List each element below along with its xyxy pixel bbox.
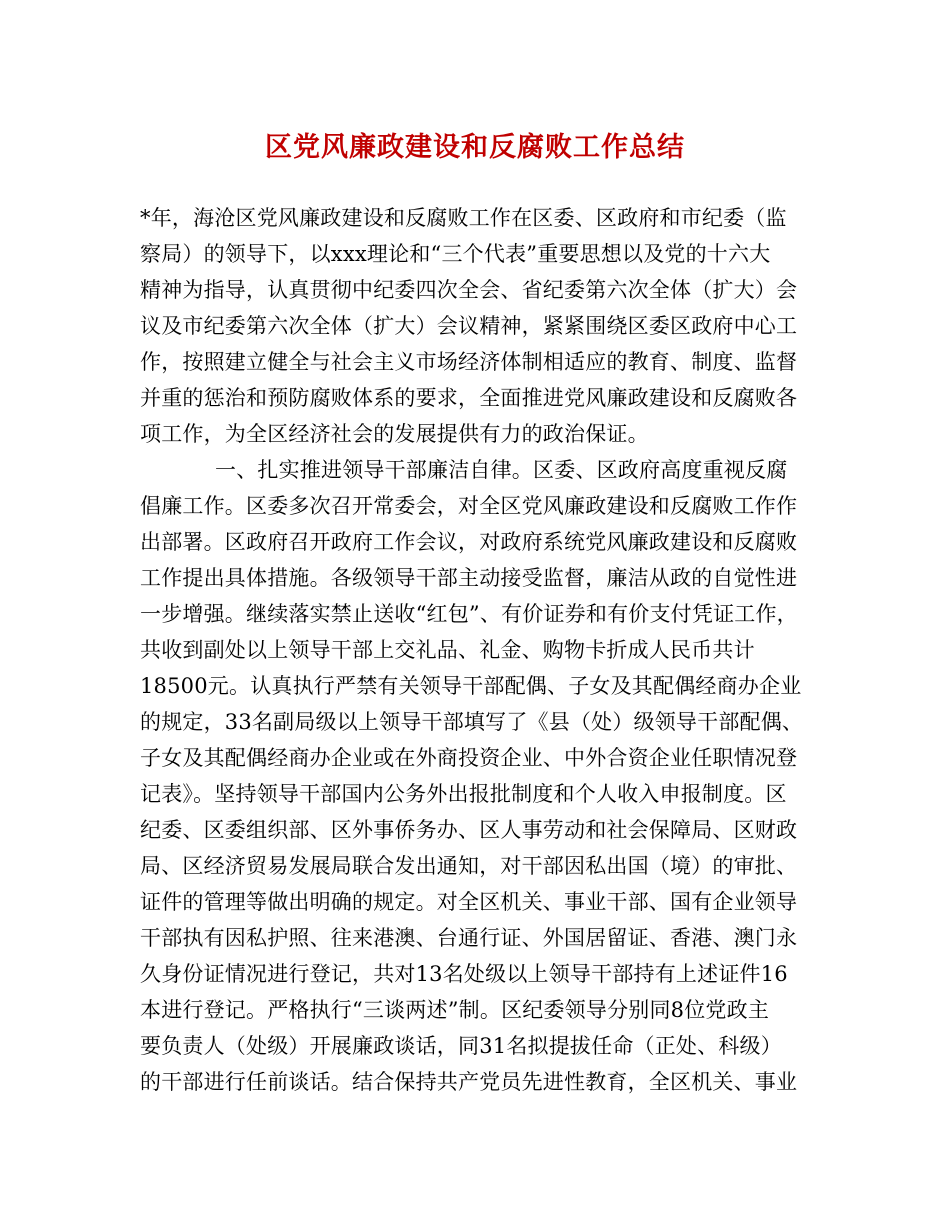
text-line: 共收到副处以上领导干部上交礼品、礼金、购物卡折成人民币共计 bbox=[140, 638, 755, 662]
text-line: 本进行登记。严格执行“三谈两述”制。区纪委领导分别同8位党政主 bbox=[140, 998, 770, 1022]
text-line: 18500元。认真执行严禁有关领导干部配偶、子女及其配偶经商办企业 bbox=[140, 674, 802, 698]
text-line: 纪委、区委组织部、区外事侨务办、区人事劳动和社会保障局、区财政 bbox=[140, 818, 798, 842]
text-line: 的规定，33名副局级以上领导干部填写了《县（处）级领导干部配偶、 bbox=[140, 710, 804, 734]
text-line: 察局）的领导下，以xxx理论和“三个代表”重要思想以及党的十六大 bbox=[140, 242, 771, 266]
text-line: 作，按照建立健全与社会主义市场经济体制相适应的教育、制度、监督 bbox=[140, 350, 798, 374]
text-line: 倡廉工作。区委多次召开常委会，对全区党风廉政建设和反腐败工作作 bbox=[140, 494, 798, 518]
text-line: 记表》。坚持领导干部国内公务外出报批制度和个人收入申报制度。区 bbox=[140, 782, 787, 806]
text-line: 项工作，为全区经济社会的发展提供有力的政治保证。 bbox=[140, 422, 649, 446]
text-line: 工作提出具体措施。各级领导干部主动接受监督，廉洁从政的自觉性进 bbox=[140, 566, 798, 590]
text-line: 干部执有因私护照、往来港澳、台通行证、外国居留证、香港、澳门永 bbox=[140, 926, 798, 950]
text-line: *年，海沧区党风廉政建设和反腐败工作在区委、区政府和市纪委（监 bbox=[140, 206, 787, 230]
text-line: 的干部进行任前谈话。结合保持共产党员先进性教育，全区机关、事业 bbox=[140, 1070, 798, 1094]
text-line: 精神为指导，认真贯彻中纪委四次全会、省纪委第六次全体（扩大）会 bbox=[140, 278, 798, 302]
text-line: 局、区经济贸易发展局联合发出通知，对干部因私出国（境）的审批、 bbox=[140, 854, 798, 878]
text-line: 出部署。区政府召开政府工作会议，对政府系统党风廉政建设和反腐败 bbox=[140, 530, 798, 554]
text-line: 并重的惩治和预防腐败体系的要求，全面推进党风廉政建设和反腐败各 bbox=[140, 386, 798, 410]
text-line: 证件的管理等做出明确的规定。对全区机关、事业干部、国有企业领导 bbox=[140, 890, 798, 914]
paragraph-intro bbox=[140, 200, 830, 452]
text-line: 议及市纪委第六次全体（扩大）会议精神，紧紧围绕区委区政府中心工 bbox=[140, 314, 798, 338]
text-line: 久身份证情况进行登记，共对13名处级以上领导干部持有上述证件16 bbox=[140, 962, 788, 986]
text-line: 一步增强。继续落实禁止送收“红包”、有价证券和有价支付凭证工作， bbox=[140, 602, 798, 626]
document-title: 区党风廉政建设和反腐败工作总结 bbox=[265, 132, 685, 163]
text-line: 子女及其配偶经商办企业或在外商投资企业、中外合资企业任职情况登 bbox=[140, 746, 798, 770]
paragraph-section-one bbox=[140, 452, 830, 1100]
document-body bbox=[140, 200, 830, 1100]
text-line-indented: 一、扎实推进领导干部廉洁自律。区委、区政府高度重视反腐 bbox=[215, 458, 788, 482]
text-line: 要负责人（处级）开展廉政谈话，同31名拟提拔任命（正处、科级） bbox=[140, 1034, 782, 1058]
